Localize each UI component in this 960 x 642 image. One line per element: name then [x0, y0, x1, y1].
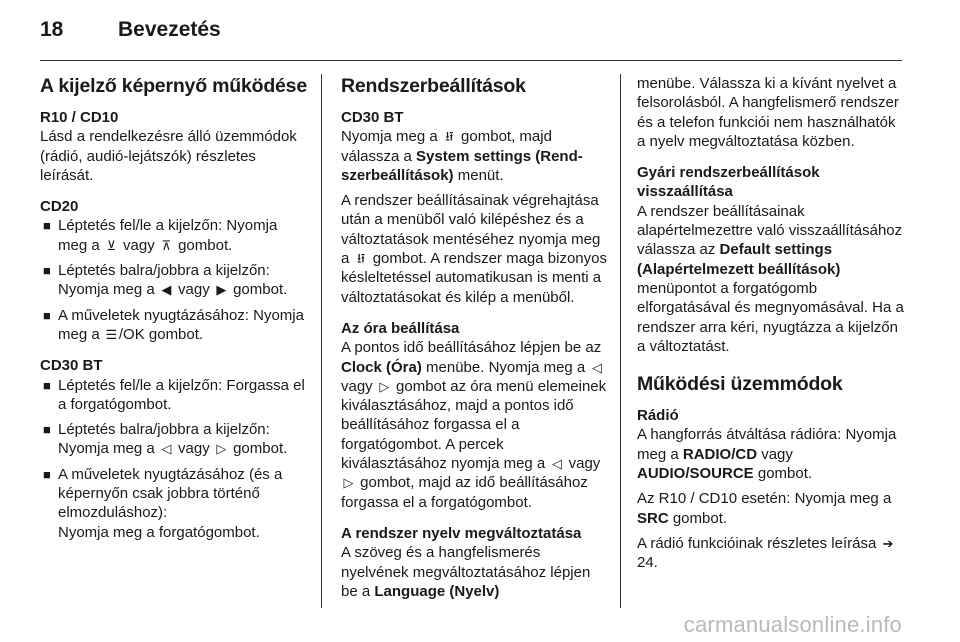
up-arrow-icon: ⊻	[106, 237, 117, 253]
subheading-cd20: CD20	[40, 198, 79, 216]
subheading-language: A rendszer nyelv megváltoztatása	[341, 524, 582, 542]
subheading-cd30bt: CD30 BT	[40, 357, 103, 375]
factory-text: A rendszer beállításainak alapértelmezettre való visszaállításához válassza az Default settings (Alapértelmezett beállítások) menüpontot a forgatógomb elforgatásával és megnyomásával. Ha a rendszer arra kéri, nyugtázza a kijelzőn a változtatást.	[637, 202, 904, 355]
column-2	[341, 74, 609, 601]
radio-text-1: A hangforrás átváltása rádióra: Nyomja meg a RADIO/CD vagy AUDIO/SOURCE gombot.	[637, 426, 897, 483]
bullet-icon: ■	[43, 263, 51, 279]
page-title: Bevezetés	[118, 18, 221, 41]
menu-icon: ☰	[105, 326, 118, 342]
bullet-icon: ■	[43, 218, 51, 234]
cd30bt-text-2: A rendszer beállításainak végrehajtása után a menüből való kilépéshez és a változtatások mentéséhez nyomja meg a ⭿ gombot. A rendszer maga bizonyos késleltetéssel automatikusan is menti a változtatásokat és kilép a menüből.	[341, 192, 607, 306]
left-arrow-icon: ◀	[161, 282, 172, 298]
radio-text-3: A rádió funkcióinak részletes leírása ➔ 24.	[637, 534, 907, 573]
left-triangle-icon: ◁	[161, 441, 172, 457]
header-rule	[40, 60, 902, 61]
page-number: 18	[40, 18, 64, 41]
section-heading-display: A kijelző képernyő működése	[40, 75, 307, 97]
column-divider	[620, 74, 621, 608]
language-text: A szöveg és a hangfelismerés nyelvének megváltoztatásához lépjen be a Language (Nyelv)	[341, 544, 591, 600]
right-arrow-icon: ▶	[216, 282, 227, 298]
down-arrow-icon: ⊼	[161, 237, 172, 253]
column-1	[40, 74, 308, 542]
cd20-list	[40, 216, 308, 344]
right-triangle-icon: ▷	[343, 475, 354, 491]
bullet-icon: ■	[43, 466, 51, 482]
subheading-cd30bt: CD30 BT	[341, 109, 404, 126]
list-item: ■ A műveletek nyugtázásához (és a képernyőn csak jobbra történő elmozduláshoz): Nyomja meg a forgatógombot.	[43, 465, 283, 541]
section-heading-operating-modes: Működési üzemmódok	[637, 373, 843, 396]
list-item: ■ A műveletek nyugtázásához: Nyomja meg a ☰ /OK gombot.	[43, 306, 304, 343]
reference-arrow-icon: ➔	[882, 535, 894, 551]
left-triangle-icon: ◁	[551, 456, 562, 472]
left-triangle-icon: ◁	[591, 359, 602, 375]
bullet-icon: ■	[43, 377, 51, 393]
bullet-icon: ■	[43, 422, 51, 438]
list-item: ■ Léptetés balra/jobbra a kijelzőn: Nyomja meg a ◁ vagy ▷ gombot.	[43, 421, 288, 458]
column-divider	[321, 74, 322, 608]
section-heading-system-settings: Rendszerbeállítások	[341, 75, 526, 97]
back-icon: ⭿	[445, 129, 454, 145]
column-3	[637, 74, 907, 573]
clock-text: A pontos idő beállításához lépjen be az Clock (Óra) menübe. Nyomja meg a ◁ vagy ▷ gombot az óra menü elemeinek kiválasztásához, majd a pontos idő beállításához forgassa el a forgatógombot. A percek kiválasztásához nyomja meg a ◁ vagy ▷ gombot, majd az idő beállításához forgassa el a forgatógombot.	[341, 339, 607, 511]
back-icon: ⭿	[356, 251, 366, 267]
subheading-r10: R10 / CD10	[40, 109, 119, 126]
right-triangle-icon: ▷	[216, 441, 227, 457]
subheading-factory-reset: Gyári rendszerbeállítások visszaállítása	[637, 164, 820, 201]
cd30bt-text-1: Nyomja meg a ⭿ gombot, majd válassza a System settings (Rend-szerbeállítások) menüt.	[341, 128, 583, 184]
list-item: ■ Léptetés fel/le a kijelzőn: Nyomja meg a ⊻ vagy ⊼ gombot.	[43, 217, 278, 254]
subheading-clock: Az óra beállítása	[341, 319, 460, 337]
watermark: carmanualsonline.info	[683, 612, 902, 637]
cd30bt-list	[40, 376, 308, 542]
language-text-continued: menübe. Válassza ki a kívánt nyelvet a felsorolásból. A hangfelismerő rendszer és a telefon funkciói nem használhatók a nyelv megváltoztatása közben.	[637, 75, 899, 150]
right-triangle-icon: ▷	[379, 378, 390, 394]
bullet-icon: ■	[43, 307, 51, 323]
list-item: ■ Léptetés balra/jobbra a kijelzőn: Nyomja meg a ◀ vagy ▶ gombot.	[43, 262, 288, 299]
subheading-radio: Rádió	[637, 407, 679, 425]
page-header	[40, 18, 221, 48]
radio-text-2: Az R10 / CD10 esetén: Nyomja meg a SRC gombot.	[637, 490, 892, 527]
r10-text: Lásd a rendelkezésre álló üzemmódok (rádió, audió-lejátszók) részletes leírását.	[40, 128, 297, 184]
list-item: ■ Léptetés fel/le a kijelzőn: Forgassa el a forgatógombot.	[43, 376, 305, 413]
